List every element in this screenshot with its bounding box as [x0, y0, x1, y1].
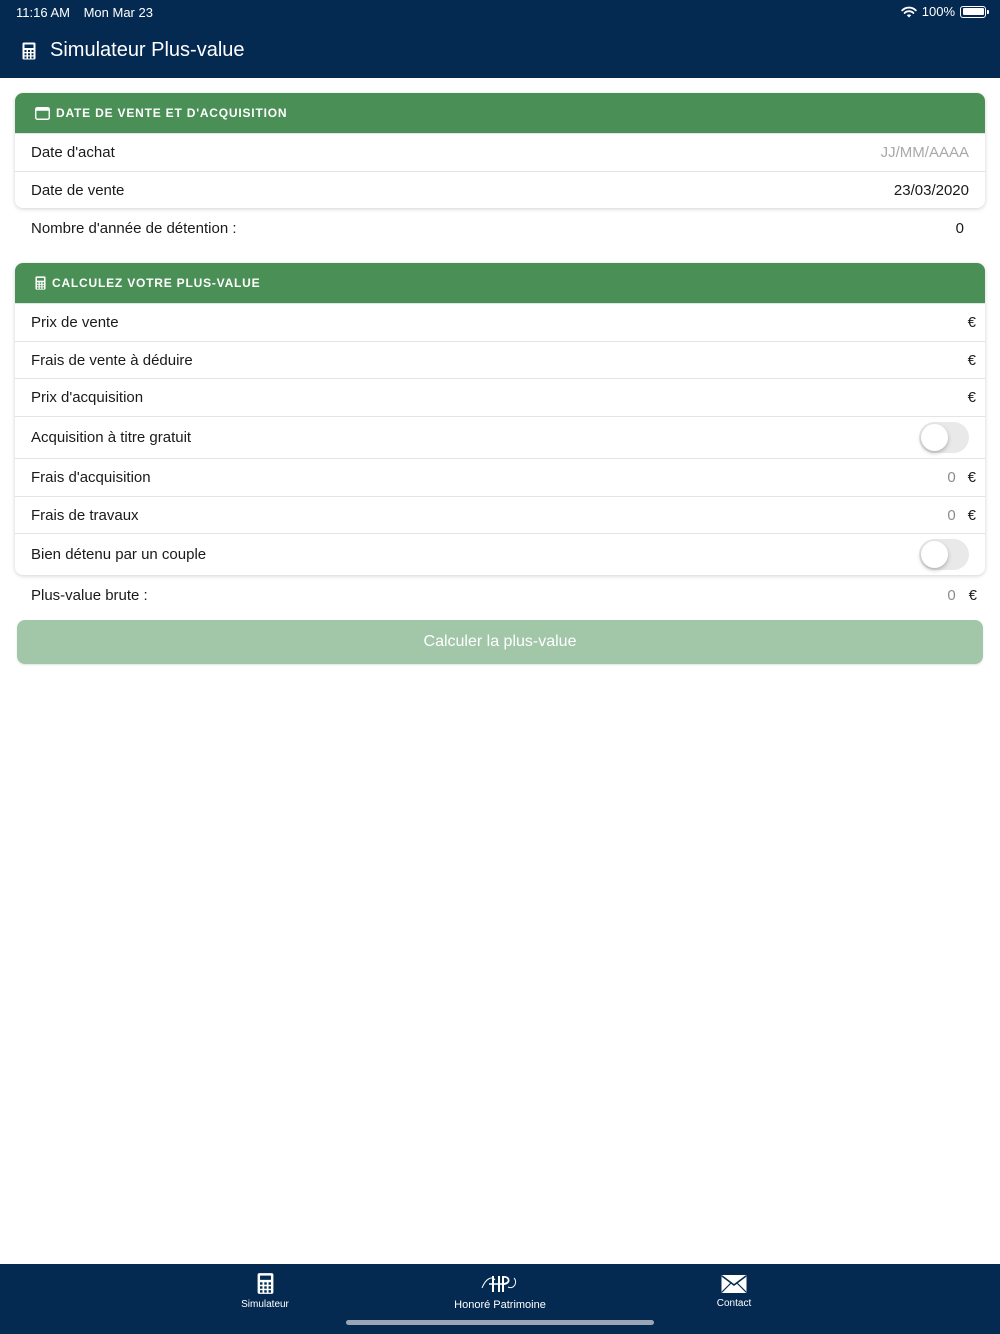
- calculate-button[interactable]: Calculer la plus-value: [17, 620, 983, 664]
- acquisition-fees-label: Frais d'acquisition: [31, 469, 151, 486]
- tab-simulateur-label: Simulateur: [241, 1299, 289, 1310]
- couple-owned-toggle[interactable]: [919, 539, 969, 570]
- euro-symbol: €: [967, 389, 976, 406]
- page-title: Simulateur Plus-value: [50, 39, 245, 61]
- toggle-knob: [921, 424, 948, 451]
- wifi-icon: [901, 6, 917, 18]
- status-date: Mon Mar 23: [83, 5, 153, 20]
- dates-section: [15, 93, 985, 208]
- navigation-bar: [0, 0, 1000, 78]
- status-bar-left: [16, 5, 163, 20]
- tab-honore-patrimoine-label: Honoré Patrimoine: [454, 1299, 546, 1311]
- page-title-group: [22, 39, 245, 62]
- holding-years-row: [31, 218, 977, 238]
- home-indicator[interactable]: [346, 1320, 654, 1325]
- sale-date-row[interactable]: [15, 171, 985, 208]
- acquisition-fees-row[interactable]: [15, 458, 985, 496]
- toggle-knob: [921, 541, 948, 568]
- purchase-date-row[interactable]: [15, 133, 985, 171]
- acquisition-fees-input[interactable]: [947, 469, 976, 486]
- calculator-icon: [22, 42, 36, 60]
- envelope-icon: [721, 1274, 747, 1294]
- acquisition-price-input[interactable]: [968, 389, 976, 406]
- gross-gain-value: 0: [947, 586, 956, 604]
- free-acquisition-row: [15, 416, 985, 458]
- euro-symbol: €: [967, 351, 976, 369]
- battery-percent: 100%: [921, 4, 955, 19]
- works-fees-placeholder: 0: [947, 506, 956, 524]
- works-fees-label: Frais de travaux: [31, 506, 139, 524]
- sale-price-input[interactable]: [968, 314, 976, 331]
- tab-honore-patrimoine[interactable]: [440, 1272, 560, 1311]
- sale-date-field[interactable]: 23/03/2020: [893, 181, 969, 199]
- status-bar-right: [901, 4, 986, 19]
- purchase-date-field[interactable]: JJ/MM/AAAA: [880, 144, 969, 161]
- hp-logo-icon: [478, 1272, 522, 1295]
- euro-symbol: €: [968, 586, 977, 604]
- tab-simulateur[interactable]: [240, 1272, 290, 1310]
- works-fees-row[interactable]: [15, 496, 985, 533]
- free-acquisition-toggle[interactable]: [919, 422, 969, 453]
- calculation-section-header: [15, 263, 985, 303]
- works-fees-input[interactable]: [947, 507, 976, 524]
- calculation-section-title: CALCULEZ VOTRE PLUS-VALUE: [52, 276, 261, 290]
- sale-date-label: Date de vente: [31, 181, 125, 199]
- euro-symbol: €: [967, 314, 976, 331]
- couple-owned-row: [15, 533, 985, 575]
- sale-price-row[interactable]: [15, 303, 985, 341]
- sale-price-label: Prix de vente: [31, 314, 119, 331]
- dates-section-title: DATE DE VENTE ET D'ACQUISITION: [56, 106, 288, 120]
- battery-icon: [960, 6, 986, 18]
- sale-fees-row[interactable]: [15, 341, 985, 378]
- holding-years-label: Nombre d'année de détention :: [31, 219, 237, 237]
- holding-years-value: 0: [955, 219, 964, 237]
- euro-symbol: €: [967, 506, 976, 524]
- gross-gain-label: Plus-value brute :: [31, 586, 148, 604]
- euro-symbol: €: [967, 469, 976, 486]
- acquisition-fees-placeholder: 0: [947, 469, 956, 486]
- tab-contact-label: Contact: [716, 1298, 752, 1309]
- purchase-date-label: Date d'achat: [31, 144, 115, 161]
- calculator-icon: [257, 1272, 274, 1295]
- tab-bar: [0, 1264, 1000, 1334]
- sale-fees-input[interactable]: [968, 352, 976, 369]
- couple-owned-label: Bien détenu par un couple: [31, 546, 207, 563]
- status-time: 11:16 AM: [16, 5, 70, 20]
- sale-fees-label: Frais de vente à déduire: [31, 351, 193, 369]
- acquisition-price-row[interactable]: [15, 378, 985, 416]
- dates-section-header: [15, 93, 985, 133]
- gross-gain-value-group: [947, 587, 977, 604]
- calculation-section: [15, 263, 985, 575]
- tab-contact[interactable]: [710, 1272, 758, 1309]
- free-acquisition-label: Acquisition à titre gratuit: [31, 429, 192, 446]
- gross-gain-row: [31, 585, 977, 605]
- acquisition-price-label: Prix d'acquisition: [31, 389, 144, 406]
- calendar-icon: [35, 107, 50, 120]
- calculator-icon: [35, 276, 46, 290]
